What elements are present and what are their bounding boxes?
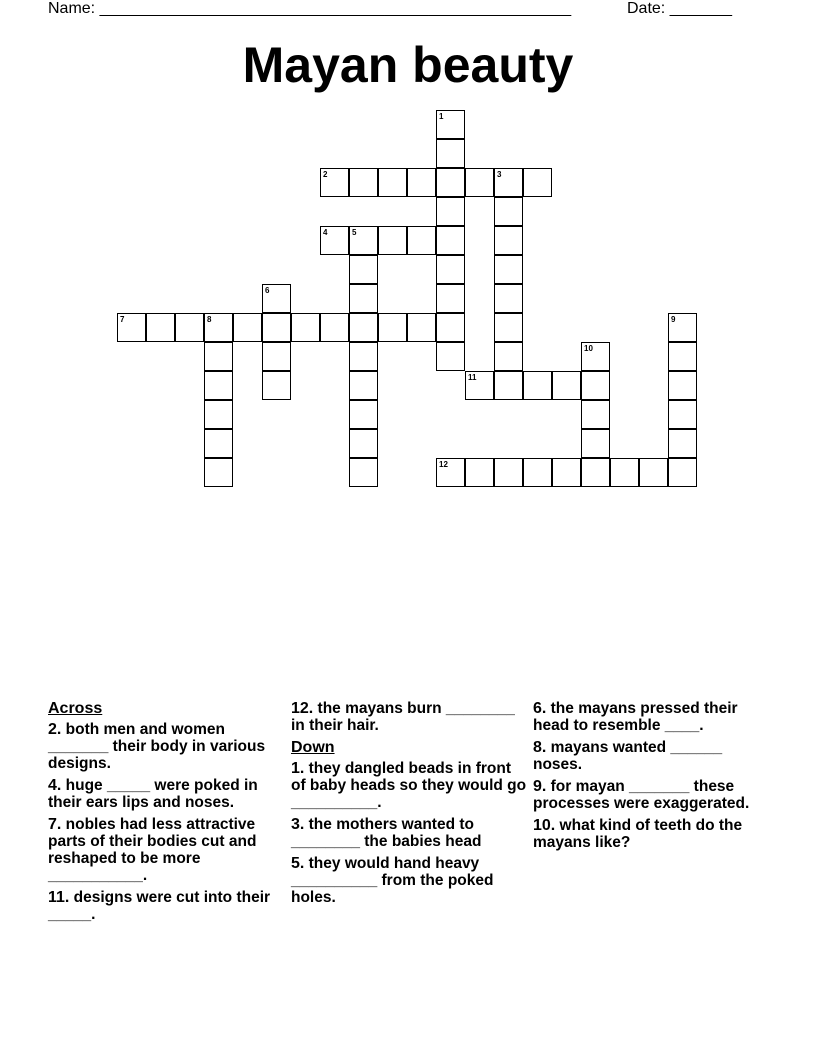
clue-item (291, 700, 527, 734)
grid-cell[interactable] (349, 255, 378, 284)
grid-cell[interactable] (610, 458, 639, 487)
grid-cell[interactable] (146, 313, 175, 342)
clue-text: mayans wanted ______ noses. (533, 739, 723, 773)
clue-number: 6. (533, 700, 547, 717)
grid-cell[interactable] (175, 313, 204, 342)
clue-text: the mayans burn ________ in their hair. (291, 700, 515, 734)
clue-item (533, 817, 769, 851)
down-heading: Down (291, 739, 335, 756)
grid-cell[interactable] (494, 255, 523, 284)
clue-item (48, 889, 284, 923)
clue-item (533, 700, 769, 734)
down-clue-list-continued (533, 700, 769, 851)
grid-cell[interactable] (639, 458, 668, 487)
clue-text: the mayans pressed their head to resemble ____. (533, 700, 738, 734)
date-field: Date: _______ (627, 0, 732, 17)
grid-cell[interactable] (494, 458, 523, 487)
grid-cell[interactable] (494, 197, 523, 226)
grid-cell[interactable] (436, 342, 465, 371)
grid-cell[interactable] (320, 168, 349, 197)
clue-number: 1. (291, 760, 305, 777)
grid-cell[interactable] (523, 168, 552, 197)
grid-cell[interactable] (436, 313, 465, 342)
cell-number: 7 (120, 315, 125, 324)
cell-number: 1 (439, 112, 444, 121)
puzzle-title: Mayan beauty (242, 37, 574, 93)
clue-item (291, 760, 527, 811)
clue-number: 4. (48, 777, 62, 794)
grid-cell[interactable] (349, 226, 378, 255)
across-clue-list-continued (291, 700, 527, 734)
crossword-grid (0, 0, 816, 500)
grid-cell[interactable] (668, 458, 697, 487)
grid-cell[interactable] (465, 371, 494, 400)
across-heading: Across (48, 700, 103, 717)
grid-cell[interactable] (262, 284, 291, 313)
grid-cell[interactable] (436, 284, 465, 313)
clue-item (291, 816, 527, 850)
grid-cell[interactable] (494, 342, 523, 371)
grid-cell[interactable] (581, 458, 610, 487)
grid-cell[interactable] (349, 168, 378, 197)
grid-cell[interactable] (349, 371, 378, 400)
clue-item (291, 855, 527, 906)
clue-item (533, 778, 769, 812)
grid-cell[interactable] (262, 342, 291, 371)
cell-number: 3 (497, 170, 502, 179)
grid-cell[interactable] (465, 168, 494, 197)
grid-cell[interactable] (523, 458, 552, 487)
clue-number: 2. (48, 721, 62, 738)
grid-cell[interactable] (494, 284, 523, 313)
grid-cell[interactable] (378, 168, 407, 197)
grid-cell[interactable] (436, 139, 465, 168)
cell-number: 11 (468, 373, 477, 382)
clue-number: 11. (48, 889, 70, 906)
grid-cell[interactable] (320, 226, 349, 255)
grid-cell[interactable] (668, 342, 697, 371)
clue-number: 3. (291, 816, 305, 833)
clue-text: they would hand heavy __________ from the poked holes. (291, 855, 494, 906)
grid-cell[interactable] (494, 371, 523, 400)
clue-number: 7. (48, 816, 62, 833)
grid-cell[interactable] (349, 284, 378, 313)
clue-text: both men and women _______ their body in various designs. (48, 721, 266, 772)
grid-cell[interactable] (668, 429, 697, 458)
clue-item (533, 739, 769, 773)
grid-cell[interactable] (204, 429, 233, 458)
grid-cell[interactable] (436, 458, 465, 487)
grid-cell[interactable] (494, 168, 523, 197)
cell-number: 10 (584, 344, 593, 353)
grid-cell[interactable] (494, 313, 523, 342)
grid-cell[interactable] (262, 313, 291, 342)
grid-cell[interactable] (581, 342, 610, 371)
grid-cell[interactable] (233, 313, 262, 342)
clue-number: 5. (291, 855, 305, 872)
name-field: Name: _____________________________________________________ (48, 0, 572, 17)
grid-cell[interactable] (523, 371, 552, 400)
grid-cell[interactable] (320, 313, 349, 342)
grid-cell[interactable] (349, 458, 378, 487)
grid-cell[interactable] (204, 313, 233, 342)
clue-item (48, 816, 284, 884)
grid-cell[interactable] (117, 313, 146, 342)
grid-cell[interactable] (436, 168, 465, 197)
grid-cell[interactable] (349, 400, 378, 429)
across-clue-list (48, 721, 284, 923)
grid-cell[interactable] (436, 110, 465, 139)
grid-cell[interactable] (436, 197, 465, 226)
grid-cell[interactable] (204, 400, 233, 429)
clue-number: 8. (533, 739, 547, 756)
clue-number: 12. (291, 700, 314, 717)
grid-cell[interactable] (436, 226, 465, 255)
clue-text: huge _____ were poked in their ears lips and noses. (48, 777, 258, 811)
grid-cell[interactable] (204, 458, 233, 487)
clue-text: the mothers wanted to ________ the babies head (291, 816, 482, 850)
grid-cell[interactable] (668, 313, 697, 342)
grid-cell[interactable] (378, 313, 407, 342)
clues-column-2 (291, 700, 527, 911)
grid-cell[interactable] (349, 342, 378, 371)
grid-cell[interactable] (668, 371, 697, 400)
grid-cell[interactable] (349, 429, 378, 458)
clue-text: what kind of teeth do the mayans like? (533, 817, 743, 851)
grid-cell[interactable] (581, 400, 610, 429)
clues-column-1 (48, 700, 284, 928)
grid-cell[interactable] (349, 313, 378, 342)
cell-number: 9 (671, 315, 676, 324)
grid-cell[interactable] (581, 429, 610, 458)
clues-column-3 (533, 700, 769, 856)
grid-cell[interactable] (552, 371, 581, 400)
clue-text: they dangled beads in front of baby heads so they would go __________. (291, 760, 527, 811)
grid-cell[interactable] (291, 313, 320, 342)
grid-cell[interactable] (668, 400, 697, 429)
grid-cell[interactable] (407, 313, 436, 342)
grid-cell[interactable] (262, 371, 291, 400)
clue-text: designs were cut into their _____. (48, 889, 271, 923)
cell-number: 4 (323, 228, 328, 237)
grid-cell[interactable] (436, 255, 465, 284)
cell-number: 6 (265, 286, 270, 295)
clue-text: for mayan _______ these processes were exaggerated. (533, 778, 750, 812)
clue-number: 10. (533, 817, 556, 834)
down-clue-list (291, 760, 527, 906)
cell-number: 2 (323, 170, 328, 179)
grid-cell[interactable] (204, 342, 233, 371)
grid-cell[interactable] (494, 226, 523, 255)
clue-number: 9. (533, 778, 547, 795)
clue-item (48, 721, 284, 772)
grid-cell[interactable] (407, 168, 436, 197)
grid-cell[interactable] (465, 458, 494, 487)
cell-number: 5 (352, 228, 357, 237)
clue-item (48, 777, 284, 811)
clue-text: nobles had less attractive parts of their bodies cut and reshaped to be more ___________. (48, 816, 257, 884)
cell-number: 12 (439, 460, 448, 469)
cell-number: 8 (207, 315, 212, 324)
grid-cell[interactable] (552, 458, 581, 487)
grid-cell[interactable] (378, 226, 407, 255)
grid-cell[interactable] (204, 371, 233, 400)
grid-cell[interactable] (581, 371, 610, 400)
grid-cell[interactable] (407, 226, 436, 255)
